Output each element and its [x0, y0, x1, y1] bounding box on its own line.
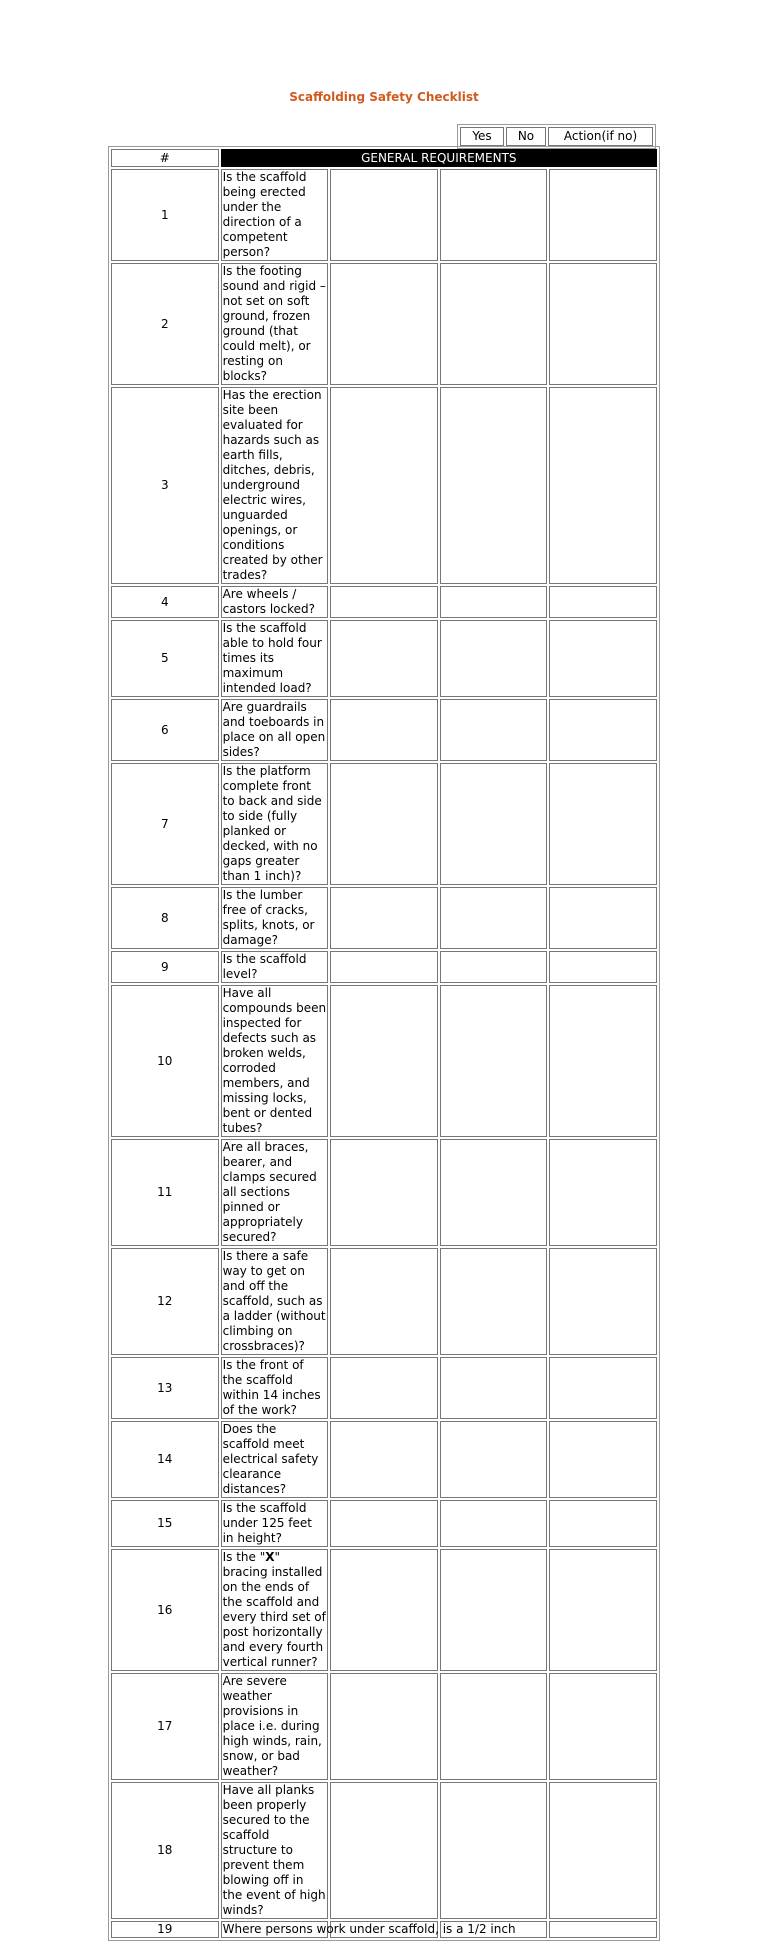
- action-cell[interactable]: [549, 1248, 657, 1355]
- yes-checkbox-cell[interactable]: [330, 1248, 438, 1355]
- checklist-table: [108, 146, 660, 1941]
- action-cell[interactable]: [549, 699, 657, 761]
- table-row: [111, 985, 657, 1137]
- row-number: 11: [111, 1139, 219, 1246]
- action-cell[interactable]: [549, 263, 657, 385]
- no-checkbox-cell[interactable]: [440, 951, 548, 983]
- table-row: [111, 586, 657, 618]
- table-row: [111, 1673, 657, 1780]
- action-cell[interactable]: [549, 1500, 657, 1547]
- table-row: [111, 887, 657, 949]
- row-number: 15: [111, 1500, 219, 1547]
- no-checkbox-cell[interactable]: [440, 1549, 548, 1671]
- question-text: Are severe weather provisions in place i.e. during high winds, rain, snow, or bad weather?: [221, 1673, 329, 1780]
- yes-checkbox-cell[interactable]: [330, 951, 438, 983]
- question-text: Is the platform complete front to back and side to side (fully planked or decked, with no gaps greater than 1 inch)?: [221, 763, 329, 885]
- yes-checkbox-cell[interactable]: [330, 1421, 438, 1498]
- no-checkbox-cell[interactable]: [440, 699, 548, 761]
- row-number: 7: [111, 763, 219, 885]
- question-text: Is the scaffold under 125 feet in height?: [221, 1500, 329, 1547]
- action-cell[interactable]: [549, 887, 657, 949]
- section-header: GENERAL REQUIREMENTS: [221, 149, 657, 167]
- yes-checkbox-cell[interactable]: [330, 887, 438, 949]
- action-cell[interactable]: [549, 951, 657, 983]
- no-checkbox-cell[interactable]: [440, 1357, 548, 1419]
- action-cell[interactable]: [549, 1673, 657, 1780]
- yes-checkbox-cell[interactable]: [330, 985, 438, 1137]
- row-number: 4: [111, 586, 219, 618]
- yes-checkbox-cell[interactable]: [330, 1357, 438, 1419]
- question-text: Is the footing sound and rigid – not set on soft ground, frozen ground (that could melt), or resting on blocks?: [221, 263, 329, 385]
- row-number: 10: [111, 985, 219, 1137]
- no-checkbox-cell[interactable]: [440, 1421, 548, 1498]
- no-checkbox-cell[interactable]: [440, 387, 548, 584]
- table-row: [111, 263, 657, 385]
- yes-checkbox-cell[interactable]: [330, 1782, 438, 1919]
- no-checkbox-cell[interactable]: [440, 620, 548, 697]
- question-text: Is the lumber free of cracks, splits, knots, or damage?: [221, 887, 329, 949]
- action-cell[interactable]: [549, 620, 657, 697]
- yes-checkbox-cell[interactable]: [330, 169, 438, 261]
- no-checkbox-cell[interactable]: [440, 586, 548, 618]
- row-number: 5: [111, 620, 219, 697]
- no-checkbox-cell[interactable]: [440, 1673, 548, 1780]
- question-text: Is the scaffold level?: [221, 951, 329, 983]
- table-row: [111, 620, 657, 697]
- action-cell[interactable]: [549, 1357, 657, 1419]
- question-text-bold: X: [265, 1550, 275, 1564]
- row-number: 14: [111, 1421, 219, 1498]
- table-row: [111, 1421, 657, 1498]
- no-checkbox-cell[interactable]: [440, 763, 548, 885]
- no-checkbox-cell[interactable]: [440, 263, 548, 385]
- question-text: Does the scaffold meet electrical safety clearance distances?: [221, 1421, 329, 1498]
- row-number: 2: [111, 263, 219, 385]
- action-cell[interactable]: [549, 169, 657, 261]
- question-text: Is the front of the scaffold within 14 inches of the work?: [221, 1357, 329, 1419]
- question-text: Has the erection site been evaluated for hazards such as earth fills, ditches, debris, underground electric wires, unguarded openings, or conditions created by other trades?: [221, 387, 329, 584]
- question-text: [221, 1549, 329, 1671]
- question-text: Have all compounds been inspected for defects such as broken welds, corroded members, and missing locks, bent or dented tubes?: [221, 985, 329, 1137]
- question-text-start: Is the ": [222, 1550, 266, 1564]
- table-row: [111, 1782, 657, 1919]
- action-cell[interactable]: [549, 985, 657, 1137]
- question-text: Have all planks been properly secured to the scaffold structure to prevent them blowing off in the event of high winds?: [221, 1782, 329, 1919]
- no-checkbox-cell[interactable]: [440, 887, 548, 949]
- action-cell[interactable]: [549, 763, 657, 885]
- no-checkbox-cell[interactable]: [440, 1248, 548, 1355]
- table-row: [111, 951, 657, 983]
- row-number: 16: [111, 1549, 219, 1671]
- document-title: Scaffolding Safety Checklist: [289, 90, 479, 104]
- table-row: [111, 1357, 657, 1419]
- question-text: Are wheels / castors locked?: [221, 586, 329, 618]
- yes-checkbox-cell[interactable]: [330, 586, 438, 618]
- action-cell[interactable]: [549, 1139, 657, 1246]
- action-cell[interactable]: [549, 1549, 657, 1671]
- table-row: [111, 1921, 657, 1938]
- row-number: 6: [111, 699, 219, 761]
- row-number: 9: [111, 951, 219, 983]
- table-row: [111, 1139, 657, 1246]
- yes-checkbox-cell[interactable]: [330, 699, 438, 761]
- row-number: 17: [111, 1673, 219, 1780]
- action-cell[interactable]: [549, 1782, 657, 1919]
- no-checkbox-cell[interactable]: [440, 1139, 548, 1246]
- row-number: 3: [111, 387, 219, 584]
- action-cell[interactable]: [549, 1921, 657, 1938]
- table-row: [111, 169, 657, 261]
- yes-checkbox-cell[interactable]: [330, 620, 438, 697]
- table-row: [111, 1500, 657, 1547]
- question-text: Is there a safe way to get on and off the scaffold, such as a ladder (without climbing on crossbraces)?: [221, 1248, 329, 1355]
- table-row: [111, 1549, 657, 1671]
- question-text: Is the scaffold being erected under the direction of a competent person?: [221, 169, 329, 261]
- row-number: 19: [111, 1921, 219, 1938]
- row-number: 13: [111, 1357, 219, 1419]
- question-text: Are all braces, bearer, and clamps secured all sections pinned or appropriately secured?: [221, 1139, 329, 1246]
- action-column-header: Action(if no): [548, 127, 653, 146]
- table-row: [111, 699, 657, 761]
- yes-checkbox-cell[interactable]: [330, 387, 438, 584]
- no-checkbox-cell[interactable]: [440, 1782, 548, 1919]
- action-cell[interactable]: [549, 586, 657, 618]
- yes-column-header: Yes: [460, 127, 504, 146]
- row-number: 8: [111, 887, 219, 949]
- no-checkbox-cell[interactable]: [440, 169, 548, 261]
- table-row: [111, 763, 657, 885]
- no-checkbox-cell[interactable]: [440, 1500, 548, 1547]
- question-text: Is the scaffold able to hold four times its maximum intended load?: [221, 620, 329, 697]
- yes-checkbox-cell[interactable]: [330, 1673, 438, 1780]
- action-cell[interactable]: [549, 387, 657, 584]
- yes-checkbox-cell[interactable]: [330, 763, 438, 885]
- row-number: 1: [111, 169, 219, 261]
- yes-checkbox-cell[interactable]: [330, 1139, 438, 1246]
- yes-checkbox-cell[interactable]: [330, 1500, 438, 1547]
- no-column-header: No: [506, 127, 546, 146]
- question-text: Where persons work under scaffold, is a 1/2 inch: [222, 1922, 516, 1936]
- question-text: Are guardrails and toeboards in place on all open sides?: [221, 699, 329, 761]
- question-text-end: " bracing installed on the ends of the scaffold and every third set of post horizontally and every fourth vertical runner?: [222, 1550, 326, 1669]
- table-row: [111, 387, 657, 584]
- action-cell[interactable]: [549, 1421, 657, 1498]
- no-checkbox-cell[interactable]: [440, 985, 548, 1137]
- row-number: 18: [111, 1782, 219, 1919]
- yes-checkbox-cell[interactable]: [330, 1549, 438, 1671]
- row-number: 12: [111, 1248, 219, 1355]
- table-row: [111, 1248, 657, 1355]
- yes-checkbox-cell[interactable]: [330, 263, 438, 385]
- number-column-header: #: [111, 149, 219, 167]
